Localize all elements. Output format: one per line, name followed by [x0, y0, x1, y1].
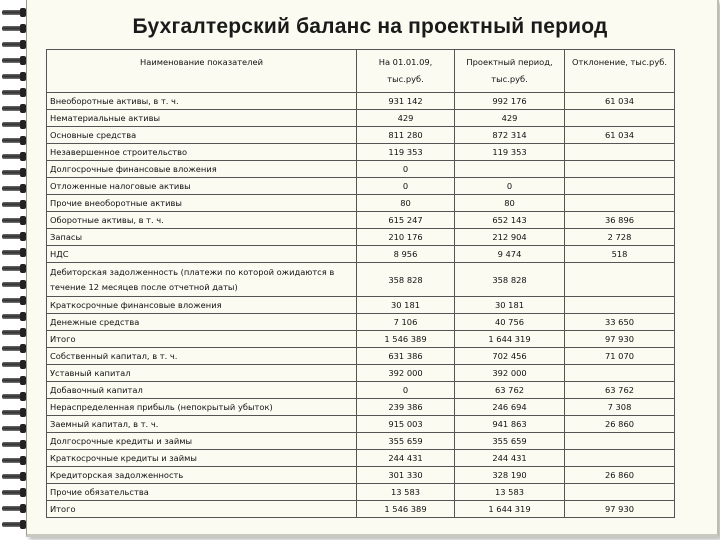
table-row — [47, 110, 675, 127]
binder-ring-icon — [2, 8, 26, 17]
binder-ring-icon — [2, 200, 26, 209]
row-name-cell: Заемный капитал, в т. ч. — [47, 416, 357, 433]
binder-ring-icon — [2, 104, 26, 113]
row-project-value: 355 659 — [455, 433, 565, 450]
row-diff-value — [565, 110, 675, 127]
binder-ring-icon — [2, 328, 26, 337]
row-diff-value: 97 930 — [565, 501, 675, 518]
row-name-cell: НДС — [47, 246, 357, 263]
row-name-cell: Дебиторская задолженность (платежи по которой ожидаются в течение 12 месяцев после отчетной даты) — [47, 263, 357, 297]
row-name-cell: Основные средства — [47, 127, 357, 144]
row-name-cell: Добавочный капитал — [47, 382, 357, 399]
row-start-value: 811 280 — [357, 127, 455, 144]
table-row — [47, 195, 675, 212]
binder-ring-icon — [2, 408, 26, 417]
row-project-value: 1 644 319 — [455, 331, 565, 348]
row-project-value: 9 474 — [455, 246, 565, 263]
row-diff-value — [565, 161, 675, 178]
binder-ring-icon — [2, 216, 26, 225]
binder-ring-icon — [2, 40, 26, 49]
row-name-cell: Уставный капитал — [47, 365, 357, 382]
binder-ring-icon — [2, 520, 26, 529]
binder-ring-icon — [2, 56, 26, 65]
row-name-cell: Прочие внеоборотные активы — [47, 195, 357, 212]
row-start-value: 1 546 389 — [357, 331, 455, 348]
row-name-cell: Краткосрочные кредиты и займы — [47, 450, 357, 467]
table-row — [47, 229, 675, 246]
row-start-value: 358 828 — [357, 263, 455, 297]
row-project-value: 429 — [455, 110, 565, 127]
binder-ring-icon — [2, 152, 26, 161]
binder-ring-icon — [2, 392, 26, 401]
table-row — [47, 467, 675, 484]
row-project-value: 702 456 — [455, 348, 565, 365]
row-project-value: 246 694 — [455, 399, 565, 416]
table-row — [47, 484, 675, 501]
row-project-value: 392 000 — [455, 365, 565, 382]
row-name-cell: Нематериальные активы — [47, 110, 357, 127]
binder-ring-icon — [2, 376, 26, 385]
table-row — [47, 382, 675, 399]
row-diff-value: 7 308 — [565, 399, 675, 416]
row-diff-value: 26 860 — [565, 416, 675, 433]
row-start-value: 1 546 389 — [357, 501, 455, 518]
row-project-value: 63 762 — [455, 382, 565, 399]
table-row — [47, 348, 675, 365]
binder-ring-icon — [2, 88, 26, 97]
row-name-cell: Краткосрочные финансовые вложения — [47, 297, 357, 314]
row-start-value: 239 386 — [357, 399, 455, 416]
table-row — [47, 450, 675, 467]
row-name-cell: Собственный капитал, в т. ч. — [47, 348, 357, 365]
binder-ring-icon — [2, 360, 26, 369]
row-start-value: 244 431 — [357, 450, 455, 467]
row-project-value: 652 143 — [455, 212, 565, 229]
row-project-value: 0 — [455, 178, 565, 195]
row-project-value: 1 644 319 — [455, 501, 565, 518]
table-row — [47, 399, 675, 416]
binder-ring-icon — [2, 472, 26, 481]
row-project-value: 13 583 — [455, 484, 565, 501]
row-start-value: 30 181 — [357, 297, 455, 314]
table-row — [47, 314, 675, 331]
row-name-cell: Отложенные налоговые активы — [47, 178, 357, 195]
table-row — [47, 246, 675, 263]
row-diff-value — [565, 365, 675, 382]
row-diff-value — [565, 297, 675, 314]
row-name-cell: Нераспределенная прибыль (непокрытый убыток) — [47, 399, 357, 416]
table-row — [47, 212, 675, 229]
row-project-value: 941 863 — [455, 416, 565, 433]
table-row — [47, 263, 675, 297]
row-project-value: 119 353 — [455, 144, 565, 161]
row-diff-value: 63 762 — [565, 382, 675, 399]
binder-ring-icon — [2, 264, 26, 273]
binder-ring-icon — [2, 184, 26, 193]
row-project-value: 80 — [455, 195, 565, 212]
table-row — [47, 127, 675, 144]
balance-table — [46, 49, 675, 518]
binder-ring-icon — [2, 120, 26, 129]
binder-ring-icon — [2, 72, 26, 81]
row-diff-value — [565, 195, 675, 212]
binder-ring-icon — [2, 296, 26, 305]
row-diff-value — [565, 263, 675, 297]
table-row — [47, 297, 675, 314]
row-name-cell: Незавершенное строительство — [47, 144, 357, 161]
column-header-diff: Отклонение, тыс.руб. — [565, 50, 675, 93]
row-name-cell: Итого — [47, 501, 357, 518]
row-start-value: 8 956 — [357, 246, 455, 263]
row-project-value: 358 828 — [455, 263, 565, 297]
column-header-start: На 01.01.09, тыс.руб. — [357, 50, 455, 93]
binder-ring-icon — [2, 488, 26, 497]
row-start-value: 0 — [357, 178, 455, 195]
row-project-value: 328 190 — [455, 467, 565, 484]
row-start-value: 210 176 — [357, 229, 455, 246]
row-diff-value: 97 930 — [565, 331, 675, 348]
row-diff-value: 61 034 — [565, 127, 675, 144]
row-project-value — [455, 161, 565, 178]
binder-ring-icon — [2, 248, 26, 257]
row-start-value: 931 142 — [357, 93, 455, 110]
row-name-cell: Прочие обязательства — [47, 484, 357, 501]
row-name-cell: Запасы — [47, 229, 357, 246]
row-start-value: 355 659 — [357, 433, 455, 450]
table-row — [47, 365, 675, 382]
column-header-project: Проектный период, тыс.руб. — [455, 50, 565, 93]
row-project-value: 212 904 — [455, 229, 565, 246]
row-project-value: 244 431 — [455, 450, 565, 467]
row-diff-value: 2 728 — [565, 229, 675, 246]
row-project-value: 992 176 — [455, 93, 565, 110]
row-start-value: 119 353 — [357, 144, 455, 161]
binder-ring-icon — [2, 168, 26, 177]
row-diff-value — [565, 484, 675, 501]
binder-ring-icon — [2, 24, 26, 33]
row-diff-value: 26 860 — [565, 467, 675, 484]
table-row — [47, 331, 675, 348]
row-project-value: 872 314 — [455, 127, 565, 144]
table-row — [47, 433, 675, 450]
row-start-value: 429 — [357, 110, 455, 127]
row-name-cell: Кредиторская задолженность — [47, 467, 357, 484]
table-row — [47, 93, 675, 110]
row-start-value: 0 — [357, 382, 455, 399]
row-diff-value: 71 070 — [565, 348, 675, 365]
row-start-value: 615 247 — [357, 212, 455, 229]
row-diff-value — [565, 144, 675, 161]
row-start-value: 301 330 — [357, 467, 455, 484]
row-diff-value — [565, 178, 675, 195]
row-diff-value — [565, 433, 675, 450]
table-row — [47, 501, 675, 518]
row-diff-value: 33 650 — [565, 314, 675, 331]
row-start-value: 915 003 — [357, 416, 455, 433]
binder-ring-icon — [2, 440, 26, 449]
binder-ring-icon — [2, 504, 26, 513]
binder-ring-icon — [2, 456, 26, 465]
row-start-value: 631 386 — [357, 348, 455, 365]
table-row — [47, 161, 675, 178]
binder-ring-icon — [2, 232, 26, 241]
row-name-cell: Итого — [47, 331, 357, 348]
row-project-value: 40 756 — [455, 314, 565, 331]
table-row — [47, 178, 675, 195]
row-diff-value — [565, 450, 675, 467]
binder-ring-icon — [2, 344, 26, 353]
table-row — [47, 416, 675, 433]
row-start-value: 80 — [357, 195, 455, 212]
row-start-value: 392 000 — [357, 365, 455, 382]
row-name-cell: Долгосрочные финансовые вложения — [47, 161, 357, 178]
balance-table-body — [47, 50, 675, 518]
table-header-row — [47, 50, 675, 93]
table-row — [47, 144, 675, 161]
row-diff-value: 61 034 — [565, 93, 675, 110]
row-start-value: 0 — [357, 161, 455, 178]
row-start-value: 13 583 — [357, 484, 455, 501]
binder-ring-icon — [2, 312, 26, 321]
row-name-cell: Денежные средства — [47, 314, 357, 331]
column-header-name: Наименование показателей — [47, 50, 357, 93]
row-start-value: 7 106 — [357, 314, 455, 331]
binder-ring-icon — [2, 280, 26, 289]
row-project-value: 30 181 — [455, 297, 565, 314]
row-diff-value: 518 — [565, 246, 675, 263]
binder-ring-icon — [2, 136, 26, 145]
row-diff-value: 36 896 — [565, 212, 675, 229]
row-name-cell: Внеоборотные активы, в т. ч. — [47, 93, 357, 110]
binder-ring-icon — [2, 424, 26, 433]
row-name-cell: Оборотные активы, в т. ч. — [47, 212, 357, 229]
page-title: Бухгалтерский баланс на проектный период — [132, 15, 608, 38]
binder-rings — [0, 0, 30, 540]
row-name-cell: Долгосрочные кредиты и займы — [47, 433, 357, 450]
